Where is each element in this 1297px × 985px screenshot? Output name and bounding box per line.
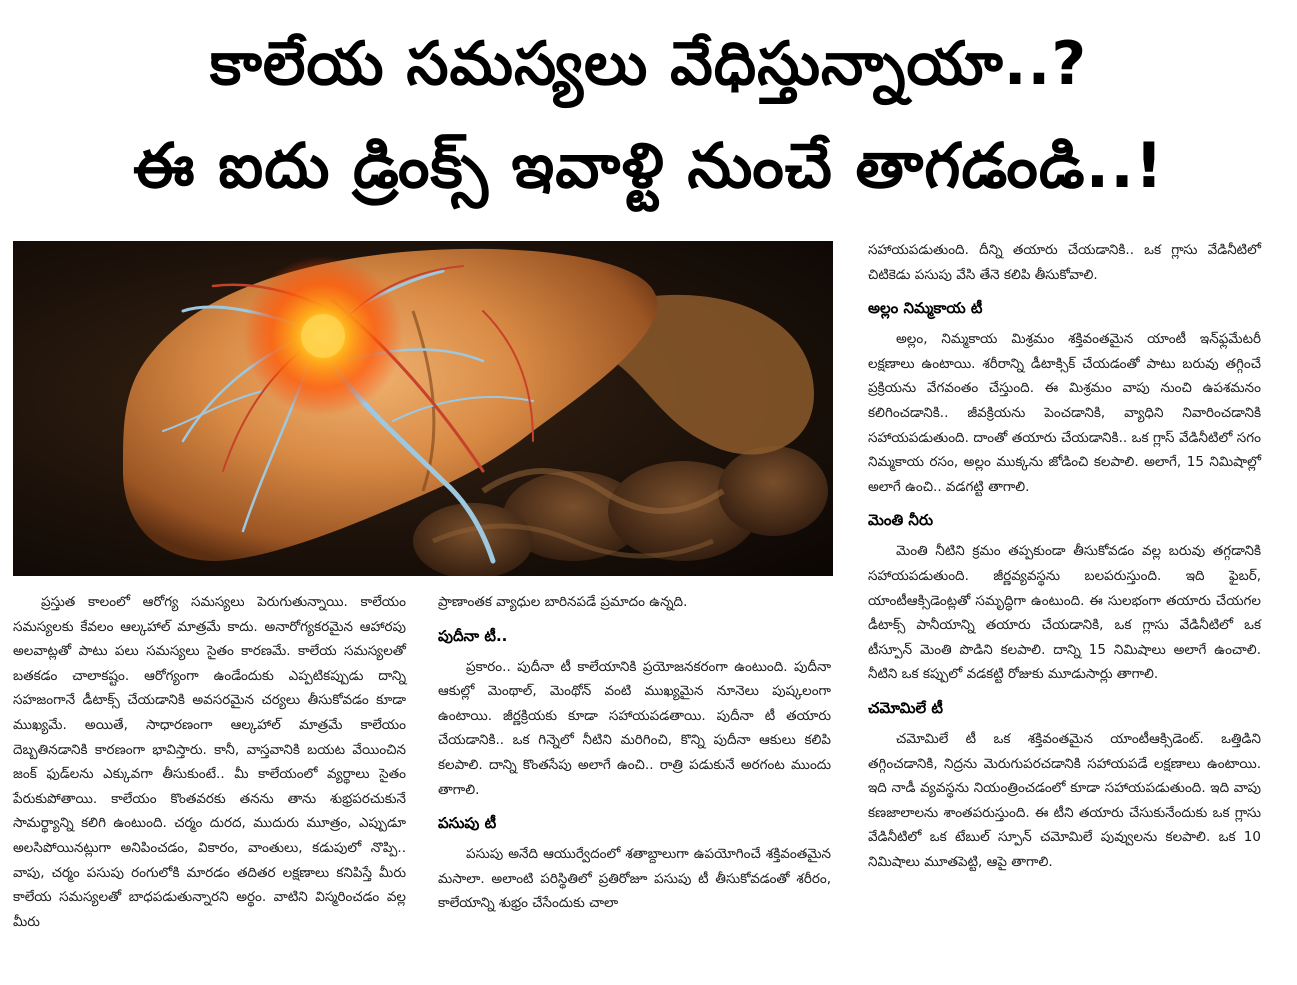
intro-paragraph: ప్రస్తుత కాలంలో ఆరోగ్య సమస్యలు పెరుగుతున్నాయి. కాలేయం సమస్యలకు కేవలం ఆల్కహాల్ మాత్రమే కాదు. అనారోగ్యకరమైన ఆహారపు అలవాట్లతో పాటు పలు సమస్యలు సైతం కారణమే. కాలేయ సమస్యలతో బతకడం చాలాకష్టం. ఆరోగ్యంగా ఉండేందుకు ఎప్పటికప్పుడు దాన్ని సహజంగానే డీటాక్స్ చేయడానికి అవసరమైన చర్యలు తీసుకోవడం కూడా ముఖ్యమే. అయితే, సాధారణంగా ఆల్కహాల్ మాత్రమే కాలేయం దెబ్బతినడానికి కారణంగా భావిస్తారు. కానీ, వాస్తవానికి బయట వేయించిన జంక్ ఫుడ్‌లను ఎక్కువగా తీసుకుంటే.. మీ కాలేయంలో వ్యర్థాలు సైతం పేరుకుపోతాయి. కాలేయం కొంతవరకు తనను తాను శుభ్రపరచుకునే సామర్థ్యాన్ని కలిగి ఉంటుంది. చర్మం దురద, ముదురు మూత్రం, ఎప్పుడూ అలసిపోయినట్లుగా అనిపించడం, వికారం, వాంతులు, కడుపులో నొప్పి.. వాపు, చర్మం పసుపు రంగులోకి మారడం తదితర లక్షణాలు కనిపిస్తే మీరు కాలేయ సమస్యలతో బాధపడుతున్నారని అర్థం. వాటిని విస్మరించడం వల్ల మీరు <box>13 594 406 930</box>
turmeric-tea-paragraph-end: సహాయపడుతుంది. దీన్ని తయారు చేయడానికి.. ఒక గ్లాసు వేడినీటిలో చిటికెడు పసుపు వేసి తేనె కలిపి తీసుకోవాలి. <box>868 242 1261 283</box>
ginger-lemon-tea-paragraph: అల్లం, నిమ్మకాయ మిశ్రమం శక్తివంతమైన యాంటీ ఇన్‌ఫ్లమేటరీ లక్షణాలు ఉంటాయి. శరీరాన్ని డీటాక్సిక్ చేయడంతో పాటు బరువు తగ్గించే ప్రక్రియను వేగవంతం చేస్తుంది. ఈ మిశ్రమం వాపు నుంచి ఉపశమనం కలిగించడానికి.. జీవక్రియను పెంచడానికి, వ్యాధిని నివారించడానికి సహాయపడుతుంది. దాంతో తయారు చేయడానికి.. ఒక గ్లాస్ వేడినీటిలో సగం నిమ్మకాయ రసం, అల్లం ముక్కను జోడించి కలపాలి. అలాగే, 15 నిమిషాల్లో అలాగే ఉంచి.. వడగట్టి తాగాలి. <box>868 331 1261 495</box>
section-heading-ginger-lemon-tea: అల్లం నిమ్మకాయ టీ <box>868 299 983 318</box>
section-heading-chamomile-tea: చమోమిలే టీ <box>868 698 943 717</box>
article-column-1 <box>13 590 406 934</box>
article-column-2 <box>438 590 831 916</box>
chamomile-tea-paragraph: చమోమిలే టీ ఒక శక్తివంతమైన యాంటీఆక్సిడెంట్. ఒత్తిడిని తగ్గించడానికి, నిద్రను మెరుగుపరచడానికి సహాయపడే లక్షణాలు ఉంటాయి. ఇది నాడీ వ్యవస్థను నియంత్రించడంలో కూడా సహాయపడుతుంది. ఇది వాపు కణజాలాలను శాంతపరుస్తుంది. ఈ టీని తయారు చేసుకునేందుకు ఒక గ్లాసు వేడినీటిలో ఒక టేబుల్ స్పూన్ చమోమిలే పువ్వులను కలపాలి. ఒక 10 నిమిషాలు మూతపెట్టి, ఆపై తాగాలి. <box>868 730 1261 870</box>
section-heading-mint-tea: పుదీనా టీ.. <box>438 626 508 645</box>
intro-paragraph-end: ప్రాణాంతక వ్యాధుల బారినపడే ప్రమాదం ఉన్నది. <box>438 594 688 610</box>
headline-line-1: కాలేయ సమస్యలు వేధిస్తున్నాయా..? <box>209 29 1088 99</box>
fenugreek-water-paragraph: మెంతి నీటిని క్రమం తప్పకుండా తీసుకోవడం వల్ల బరువు తగ్గడానికి సహాయపడుతుంది. జీర్ణవ్యవస్థను బలపరుస్తుంది. ఇది ఫైబర్, యాంటీఆక్సిడెంట్లతో సమృద్ధిగా ఉంటుంది. ఈ సులభంగా తయారు చేయగల డీటాక్స్ పానీయాన్ని తయారు చేయడానికి, ఒక గ్లాసు వేడినీటిలో ఒక టీస్పూన్ మెంతి పొడిని కలపాలి. దాన్ని 15 నిమిషాలు అలాగే ఉంచాలి. నీటిని ఒక కప్పులో వడకట్టి రోజుకు మూడుసార్లు తాగాలి. <box>868 543 1261 683</box>
section-heading-turmeric-tea: పసుపు టీ <box>438 814 497 833</box>
article-column-3 <box>868 238 1261 874</box>
mint-tea-paragraph: ప్రకారం.. పుదీనా టీ కాలేయానికి ప్రయోజనకరంగా ఉంటుంది. పుదీనా ఆకుల్లో మెంథాల్, మెంథోన్ వంటి ముఖ్యమైన నూనెలు పుష్కలంగా ఉంటాయి. జీర్ణక్రియకు కూడా సహాయపడతాయి. పుదీనా టీ తయారు చేయడానికి.. ఒక గిన్నెలో నీటిని మరిగించి, కొన్ని పుదీనా ఆకులు కలిపి కలపాలి. దాన్ని కొంతసేపు అలాగే ఉంచి.. రాత్రి పడుకునే అరగంట ముందు తాగాలి. <box>438 658 831 798</box>
turmeric-tea-paragraph: పసుపు అనేది ఆయుర్వేదంలో శతాబ్దాలుగా ఉపయోగించే శక్తివంతమైన మసాలా. అలాంటి పరిస్థితిలో ప్రతిరోజూ పసుపు టీ తీసుకోవడంతో శరీరం, కాలేయాన్ని శుభ్రం చేసేందుకు చాలా <box>438 846 831 912</box>
liver-illustration <box>13 241 833 576</box>
section-heading-fenugreek-water: మెంతి నీరు <box>868 511 934 530</box>
headline-line-2: ఈ ఐదు డ్రింక్స్ ఇవాళ్టి నుంచే తాగడండి..! <box>132 129 1165 202</box>
